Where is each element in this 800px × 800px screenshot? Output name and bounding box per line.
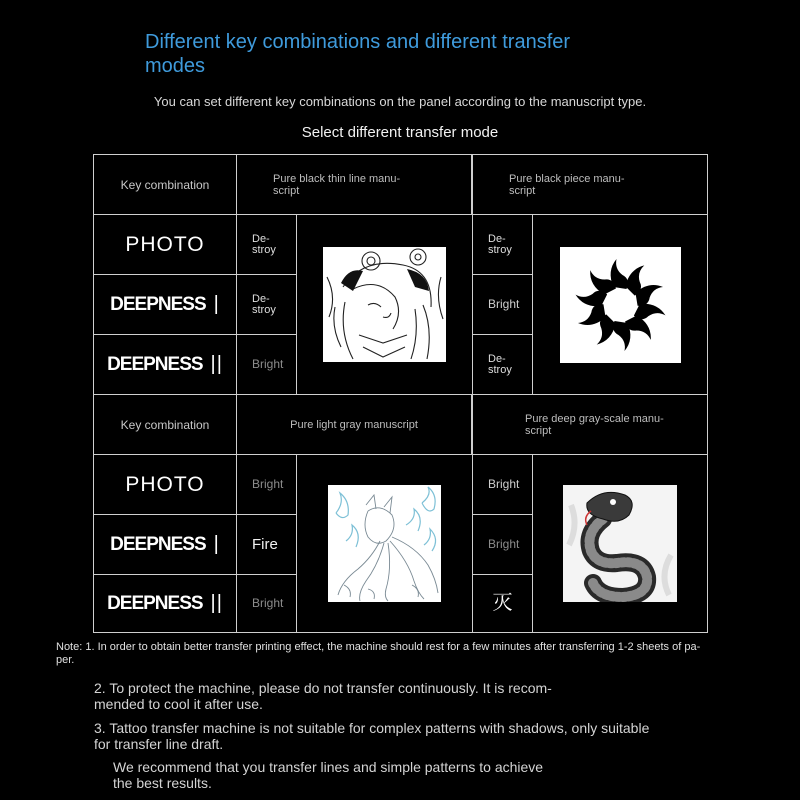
mode-header-light-gray (236, 394, 472, 455)
key-mark: || (210, 592, 223, 614)
key-mark: || (210, 353, 223, 375)
key-label: DEEPNESS (107, 353, 203, 375)
page-title (145, 30, 645, 78)
note-1-line-1: Note: 1. In order to obtain better transfer printing effect, the machine should rest for a few minutes after transferring 1-2 sheets of pa- (56, 641, 701, 653)
key-label: DEEPNESS (107, 592, 203, 614)
note-4 (113, 759, 543, 791)
page-title-line-2: modes (145, 55, 206, 77)
mode-header-black-piece-text-2: script (509, 184, 536, 197)
mode-header-deep-gray-text-1: Pure deep gray-scale manu- (525, 412, 664, 425)
note-1 (56, 641, 771, 667)
mode-header-thin-line (236, 154, 472, 215)
key-combination-header (93, 154, 237, 215)
key-deepness-1 (93, 274, 237, 335)
image-cell-black-piece (532, 214, 708, 395)
anime-girl-illustration (323, 247, 446, 362)
page-title-line-1: Different key combinations and different transfer (145, 31, 571, 53)
note-2-line-2: mended to cool it after use. (94, 696, 263, 712)
setting-cell: Bright (472, 454, 533, 515)
setting-cell: Bright (472, 514, 533, 575)
key-deepness-1 (93, 514, 237, 575)
image-cell-light-gray (296, 454, 473, 633)
snake-illustration (563, 485, 677, 602)
note-3 (94, 720, 649, 752)
transfer-mode-table (93, 154, 708, 633)
setting-cell: Fire (236, 514, 297, 575)
note-2-line-1: 2. To protect the machine, please do not transfer continuously. It is recom- (94, 680, 552, 696)
key-mark: | (213, 293, 220, 315)
key-photo (93, 454, 237, 515)
setting-cell: Bright (236, 454, 297, 515)
key-label: PHOTO (125, 232, 205, 256)
setting-cell: De- stroy (472, 214, 533, 275)
nine-tailed-fox-illustration (328, 485, 441, 602)
mode-header-black-piece-text-1: Pure black piece manu- (509, 172, 625, 185)
setting-cell: 灭 (472, 574, 533, 633)
mode-header-deep-gray (472, 394, 708, 455)
mode-header-deep-gray-text-2: script (525, 424, 552, 437)
note-1-line-2: per. (56, 654, 75, 666)
setting-cell: De- stroy (472, 334, 533, 395)
mode-header-black-piece (472, 154, 708, 215)
setting-cell: De- stroy (236, 274, 297, 335)
key-mark: | (213, 533, 220, 555)
setting-cell: Bright (236, 334, 297, 395)
key-combination-label: Key combination (120, 177, 210, 192)
mode-header-thin-line-text-1: Pure black thin line manu- (273, 172, 401, 185)
key-deepness-2 (93, 574, 237, 633)
setting-cell: De- stroy (236, 214, 297, 275)
note-2 (94, 680, 552, 712)
key-photo (93, 214, 237, 275)
key-label: DEEPNESS (110, 293, 206, 315)
key-deepness-2 (93, 334, 237, 395)
image-cell-deep-gray (532, 454, 708, 633)
key-combination-header (93, 394, 237, 455)
mode-header-thin-line-text-2: script (273, 184, 300, 197)
key-label: PHOTO (125, 472, 205, 496)
setting-cell: Bright (472, 274, 533, 335)
section-heading: Select different transfer mode (301, 124, 499, 141)
tribal-sun-illustration (560, 247, 681, 363)
note-4-line-2: the best results. (113, 775, 212, 791)
note-4-line-1: We recommend that you transfer lines and simple patterns to achieve (113, 759, 544, 775)
image-cell-thin-line (296, 214, 473, 395)
setting-cell: Bright (236, 574, 297, 633)
page-subtitle: You can set different key combinations on the panel according to the manuscript type. (153, 94, 647, 109)
mode-header-light-gray-text: Pure light gray manuscript (290, 418, 418, 431)
key-label: DEEPNESS (110, 533, 206, 555)
note-3-line-2: for transfer line draft. (94, 736, 224, 752)
key-combination-label: Key combination (120, 417, 210, 432)
note-3-line-1: 3. Tattoo transfer machine is not suitable for complex patterns with shadows, only suitable (94, 720, 650, 736)
